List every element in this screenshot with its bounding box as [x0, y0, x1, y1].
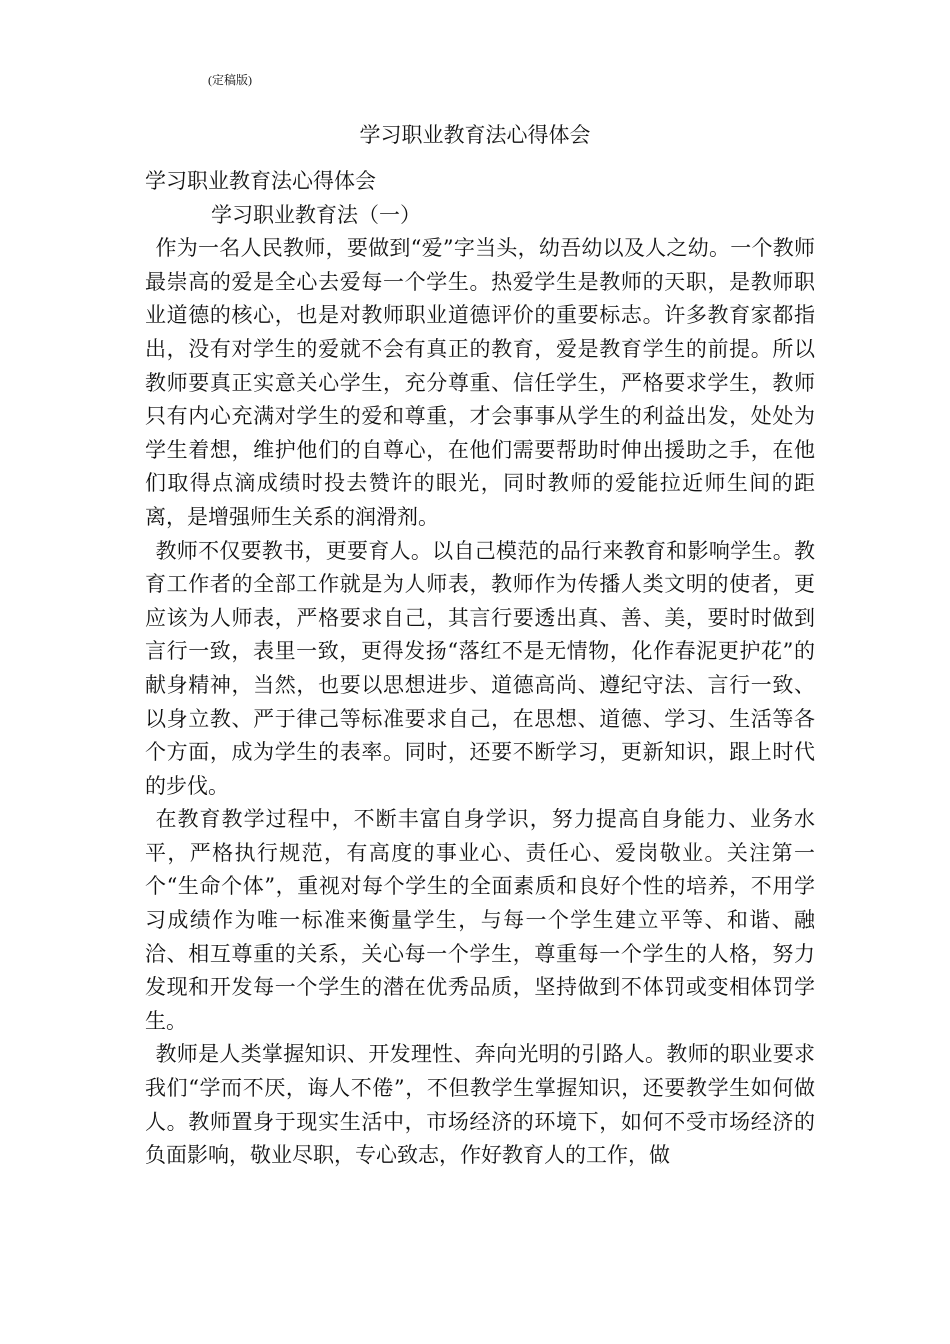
paragraph-3: 在教育教学过程中，不断丰富自身学识，努力提高自身能力、业务水平，严格执行规范，有高度的事业心、责任心、爱岗敬业。关注第一个“生命个体”，重视对每个学生的全面素质和良好个性的培养，不用学习成绩作为唯一标准来衡量学生，与每一个学生建立平等、和谐、融洽、相互尊重的关系，关心每一个学生，尊重每一个学生的人格，努力发现和开发每一个学生的潜在优秀品质，坚持做到不体罚或变相体罚学生。 — [145, 807, 815, 1033]
section-subheading: 学习职业教育法（一） — [211, 202, 421, 227]
page-title: 学习职业教育法心得体会 — [359, 123, 591, 147]
header-note: (定稿版) — [208, 73, 252, 87]
paragraph-2: 教师不仅要教书，更要育人。以自己模范的品行来教育和影响学生。教育工作者的全部工作就是为人师表，教师作为传播人类文明的使者，更应该为人师表，严格要求自己，其言行要透出真、善、美，要时时做到言行一致，表里一致，更得发扬“落红不是无情物，化作春泥更护花”的献身精神，当然，也要以思想进步、道德高尚、遵纪守法、言行一致、以身立教、严于律己等标准要求自己，在思想、道德、学习、生活等各个方面，成为学生的表率。同时，还要不断学习，更新知识，跟上时代的步伐。 — [145, 538, 815, 798]
document-body — [145, 165, 815, 1173]
paragraph-1: 作为一名人民教师，要做到“爱”字当头，幼吾幼以及人之幼。一个教师最崇高的爱是全心去爱每一个学生。热爱学生是教师的天职，是教师职业道德的核心，也是对教师职业道德评价的重要标志。许多教育家都指出，没有对学生的爱就不会有真正的教育，爱是教育学生的前提。所以教师要真正实意关心学生，充分尊重、信任学生，严格要求学生，教师只有内心充满对学生的爱和尊重，才会事事从学生的利益出发，处处为学生着想，维护他们的自尊心，在他们需要帮助时伸出援助之手，在他们取得点滴成绩时投去赞许的眼光，同时教师的爱能拉近师生间的距离，是增强师生关系的润滑剂。 — [145, 236, 815, 529]
section-heading: 学习职业教育法心得体会 — [145, 169, 376, 193]
paragraph-4: 教师是人类掌握知识、开发理性、奔向光明的引路人。教师的职业要求我们“学而不厌，诲人不倦”，不但教学生掌握知识，还要教学生如何做人。教师置身于现实生活中，市场经济的环境下，如何不受市场经济的负面影响，敬业尽职，专心致志，作好教育人的工作，做 — [145, 1042, 815, 1168]
